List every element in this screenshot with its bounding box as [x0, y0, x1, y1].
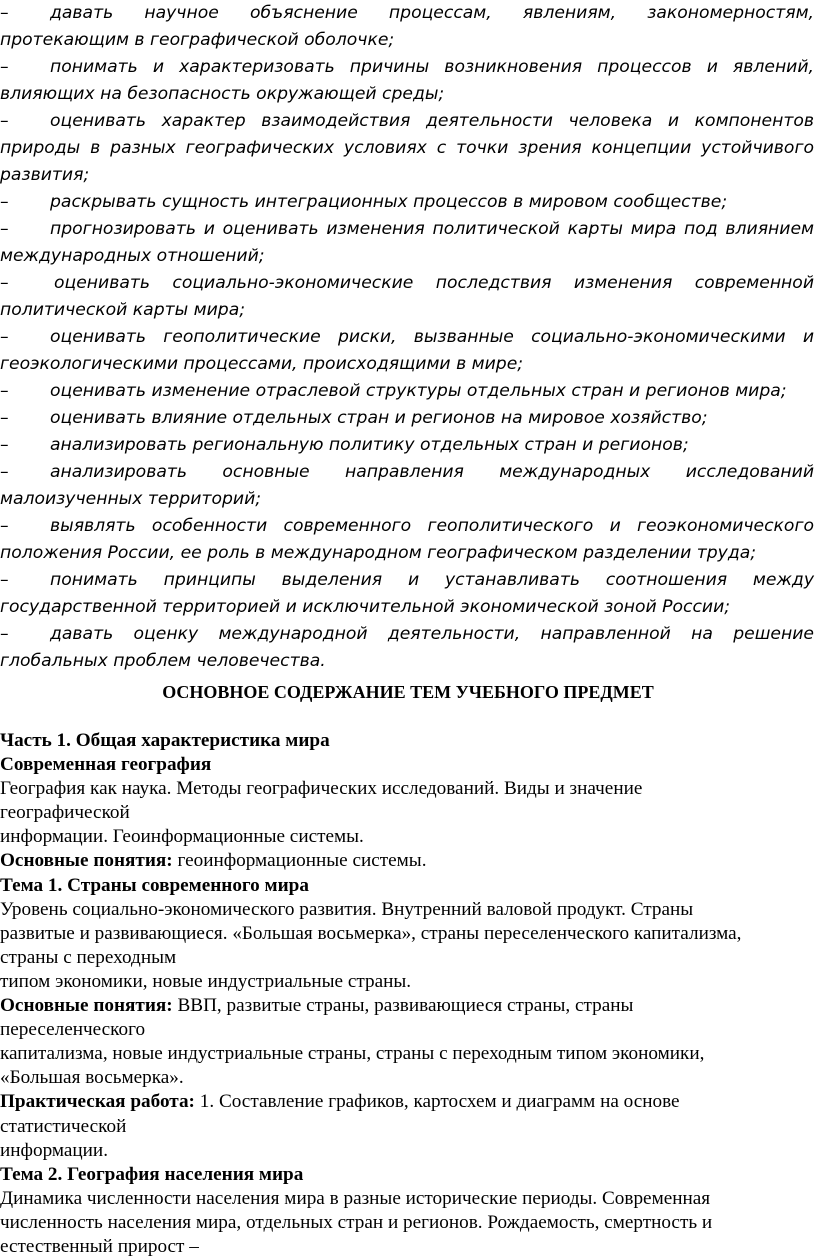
dash: – — [0, 111, 9, 131]
list-item: – понимать принципы выделения и устанавливать соотношения между государственной территорией и исключительной экономической зоной России; — [0, 567, 816, 621]
concepts-label: Основные понятия: — [0, 995, 173, 1017]
practice-label: Практическая работа: — [0, 1091, 195, 1113]
text-line: «Большая восьмерка». — [0, 1067, 184, 1089]
dash: – — [0, 3, 9, 23]
text-line: развитые и развивающиеся. «Большая восьмерка», страны переселенческого капитализма, — [0, 922, 742, 944]
concepts-label: Основные понятия: — [0, 850, 173, 872]
list-item: – прогнозировать и оценивать изменения политической карты мира под влиянием международных отношений; — [0, 216, 816, 270]
dash: – — [0, 273, 9, 293]
text-line: страны с переходным — [0, 946, 177, 968]
list-item: – оценивать социально-экономические последствия изменения современной политической карты мира; — [0, 270, 816, 324]
list-item: – оценивать геополитические риски, вызванные социально-экономическими и геоэкологическими процессами, происходящими в мире; — [0, 324, 816, 378]
text-line: География как наука. Методы географических исследований. Виды и значение — [0, 778, 643, 800]
list-item: – выявлять особенности современного геополитического и геоэкономического положения России, ее роль в международном географическом разделении труда; — [0, 513, 816, 567]
dash: – — [0, 516, 9, 536]
list-item: – понимать и характеризовать причины возникновения процессов и явлений, влияющих на безопасность окружающей среды; — [0, 54, 816, 108]
list-item: – оценивать влияние отдельных стран и регионов на мировое хозяйство; — [0, 405, 816, 432]
text-line: статистической — [0, 1115, 127, 1137]
text-line: информации. Геоинформационные системы. — [0, 826, 364, 848]
list-item: – оценивать характер взаимодействия деятельности человека и компонентов природы в разных географических условиях с точки зрения концепции устойчивого развития; — [0, 108, 816, 189]
dash: – — [0, 408, 9, 428]
main-content-section — [0, 680, 816, 1259]
dash: – — [0, 192, 9, 212]
dash: – — [0, 381, 9, 401]
section-heading: ОСНОВНОЕ СОДЕРЖАНИЕ ТЕМ УЧЕБНОГО ПРЕДМЕТ — [162, 682, 654, 702]
list-item: – анализировать региональную политику отдельных стран и регионов; — [0, 432, 816, 459]
text-line: численность населения мира, отдельных стран и регионов. Рождаемость, смертность и — [0, 1211, 713, 1233]
text-line: Динамика численности населения мира в разные исторические периоды. Современная — [0, 1187, 711, 1209]
text-line: капитализма, новые индустриальные страны, страны с переходным типом экономики, — [0, 1043, 705, 1065]
concepts-line: Основные понятия: геоинформационные системы. — [0, 850, 427, 872]
text-line: географической — [0, 802, 130, 824]
dash: – — [0, 570, 9, 590]
text-line: типом экономики, новые индустриальные страны. — [0, 970, 412, 992]
list-item: – раскрывать сущность интеграционных процессов в мировом сообществе; — [0, 189, 816, 216]
list-item: – давать научное объяснение процессам, явлениям, закономерностям, протекающим в географической оболочке; — [0, 0, 816, 54]
text-line: Уровень социально-экономического развития. Внутренний валовой продукт. Страны — [0, 898, 694, 920]
dash: – — [0, 327, 9, 347]
text-line: естественный прирост – — [0, 1235, 199, 1257]
list-item: – анализировать основные направления международных исследований малоизученных территорий; — [0, 459, 816, 513]
practice-line: Практическая работа: 1. Составление графиков, картосхем и диаграмм на основе — [0, 1091, 680, 1113]
text-line: информации. — [0, 1139, 108, 1161]
text-line: переселенческого — [0, 1019, 146, 1041]
theme-title: Тема 2. География населения мира — [0, 1163, 304, 1185]
dash: – — [0, 624, 9, 644]
list-item: – оценивать изменение отраслевой структуры отдельных стран и регионов мира; — [0, 378, 816, 405]
theme-title: Тема 1. Страны современного мира — [0, 874, 309, 896]
dash: – — [0, 462, 9, 482]
dash: – — [0, 435, 9, 455]
subsection-title: Современная география — [0, 754, 212, 776]
part-title: Часть 1. Общая характеристика мира — [0, 730, 330, 751]
dash: – — [0, 219, 9, 239]
concepts-line: Основные понятия: ВВП, развитые страны, развивающиеся страны, страны — [0, 995, 634, 1017]
list-item: – давать оценку международной деятельности, направленной на решение глобальных проблем человечества. — [0, 621, 816, 675]
dash: – — [0, 57, 9, 77]
